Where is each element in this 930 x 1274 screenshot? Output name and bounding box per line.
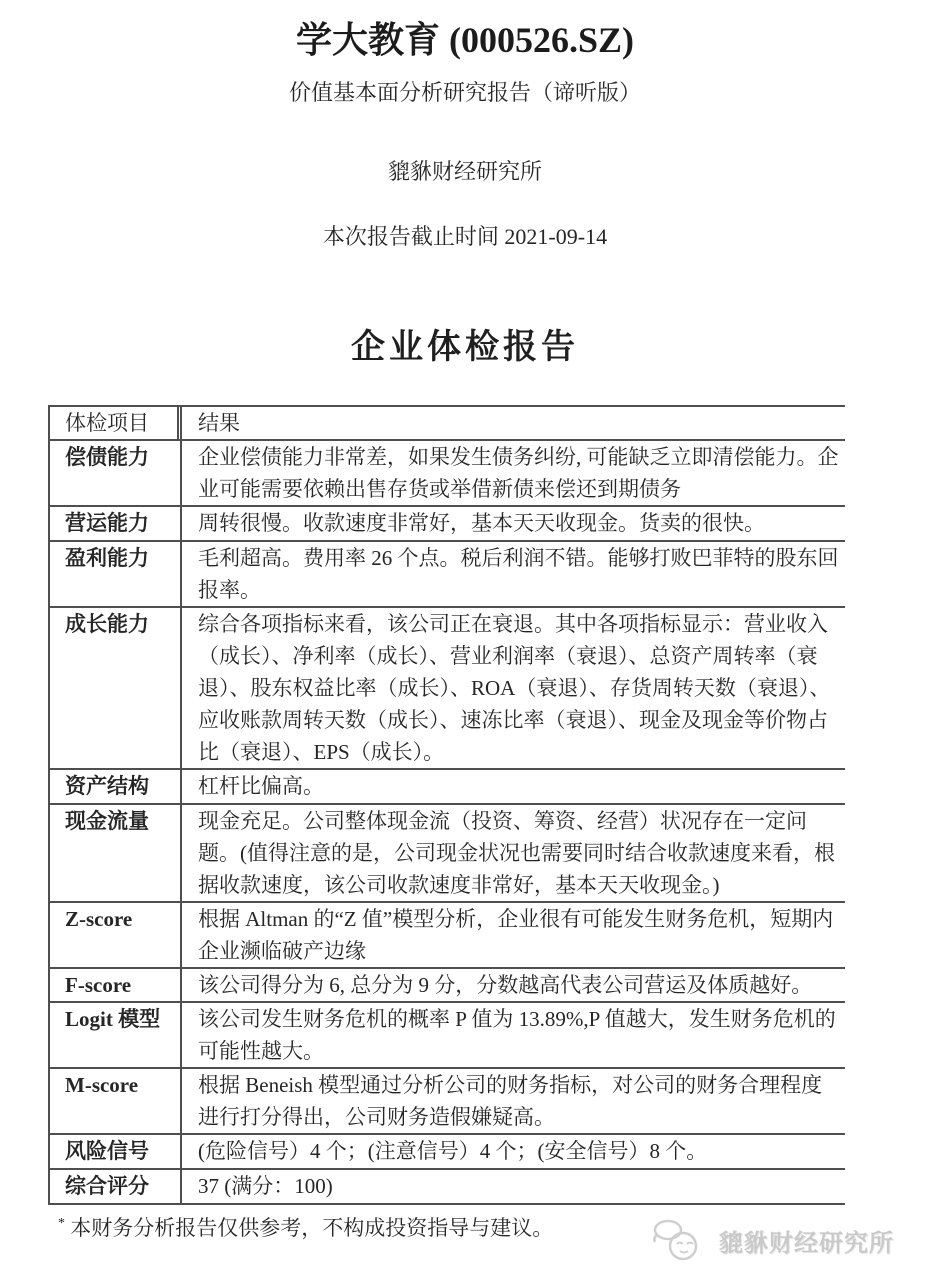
table-row [50, 1069, 845, 1135]
health-check-table [48, 405, 845, 1205]
row-item-label: 营运能力 [65, 512, 149, 535]
report-cutoff-date: 本次报告截止时间 2021-09-14 [322, 224, 608, 249]
row-result-text: 该公司得分为 6, 总分为 9 分，分数越高代表公司营运及体质越好。 [198, 973, 813, 997]
row-result-text: 37 (满分：100) [198, 1174, 333, 1198]
section-heading: 企业体检报告 [351, 328, 579, 366]
table-row [50, 507, 845, 542]
column-header-result: 结果 [198, 411, 240, 435]
table-row [50, 1135, 845, 1170]
table-row [50, 1003, 845, 1069]
row-result-text: 企业偿债能力非常差，如果发生债务纠纷, 可能缺乏立即清偿能力。企业可能需要依赖出售存货或举借新债来偿还到期债务 [198, 445, 839, 501]
pixiu-mascot-icon [651, 1218, 713, 1262]
watermark-text: 貔貅财经研究所 [719, 1229, 894, 1257]
institute-name: 貔貅财经研究所 [387, 159, 542, 184]
table-row [50, 1170, 845, 1205]
row-item-label: F-score [65, 973, 132, 997]
row-result-text: 周转很慢。收款速度非常好，基本天天收现金。货卖的很快。 [198, 511, 765, 535]
row-result-text: 现金充足。公司整体现金流（投资、筹资、经营）状况存在一定问题。(值得注意的是，公司现金状况也需要同时结合收款速度来看，根据收款速度，该公司收款速度非常好，基本天天收现金。) [198, 809, 835, 897]
row-item-label: 盈利能力 [65, 547, 149, 570]
table-row [50, 770, 845, 805]
row-item-label: 成长能力 [65, 613, 149, 636]
column-header-item: 体检项目 [50, 407, 182, 439]
row-item-label: M-score [65, 1073, 139, 1097]
row-item-label: 综合评分 [65, 1175, 149, 1198]
footnote-text: 本财务分析报告仅供参考，不构成投资指导与建议。 [70, 1216, 554, 1240]
row-result-text: 根据 Altman 的“Z 值”模型分析，企业很有可能发生财务危机，短期内企业濒临破产边缘 [198, 907, 834, 963]
footnote-marker: * [58, 1216, 65, 1231]
row-item-label: 资产结构 [65, 775, 149, 798]
watermark [651, 1218, 894, 1262]
row-result-text: 毛利超高。费用率 26 个点。税后利润不错。能够打败巴菲特的股东回报率。 [198, 546, 839, 602]
row-result-text: 综合各项指标来看，该公司正在衰退。其中各项指标显示：营业收入（成长）、净利率（成长）、营业利润率（衰退）、总资产周转率（衰退）、股东权益比率（成长）、ROA（衰退）、存货周转天数（衰退）、应收账款周转天数（成长）、速冻比率（衰退）、现金及现金等价物占比（衰退）、EPS（成长）。 [198, 612, 831, 764]
report-title: 学大教育 (000526.SZ) [295, 20, 634, 60]
row-item-label: 风险信号 [65, 1140, 149, 1163]
row-item-label: 现金流量 [65, 810, 149, 833]
row-item-label: Z-score [65, 907, 133, 931]
table-row [50, 805, 845, 903]
report-subtitle: 价值基本面分析研究报告（谛听版） [288, 80, 641, 105]
row-result-text: 根据 Beneish 模型通过分析公司的财务指标，对公司的财务合理程度进行打分得出，公司财务造假嫌疑高。 [198, 1073, 823, 1129]
row-result-text: (危险信号）4 个；(注意信号）4 个；(安全信号）8 个。 [198, 1139, 708, 1163]
row-result-text: 杠杆比偏高。 [198, 774, 324, 798]
table-row [50, 903, 845, 969]
row-result-text: 该公司发生财务危机的概率 P 值为 13.89%,P 值越大，发生财务危机的可能性越大。 [198, 1007, 836, 1063]
row-item-label: Logit 模型 [65, 1007, 161, 1031]
table-header-row [50, 407, 845, 441]
table-row [50, 542, 845, 608]
row-item-label: 偿债能力 [65, 446, 149, 469]
table-row [50, 969, 845, 1003]
table-row [50, 441, 845, 507]
table-row [50, 608, 845, 770]
